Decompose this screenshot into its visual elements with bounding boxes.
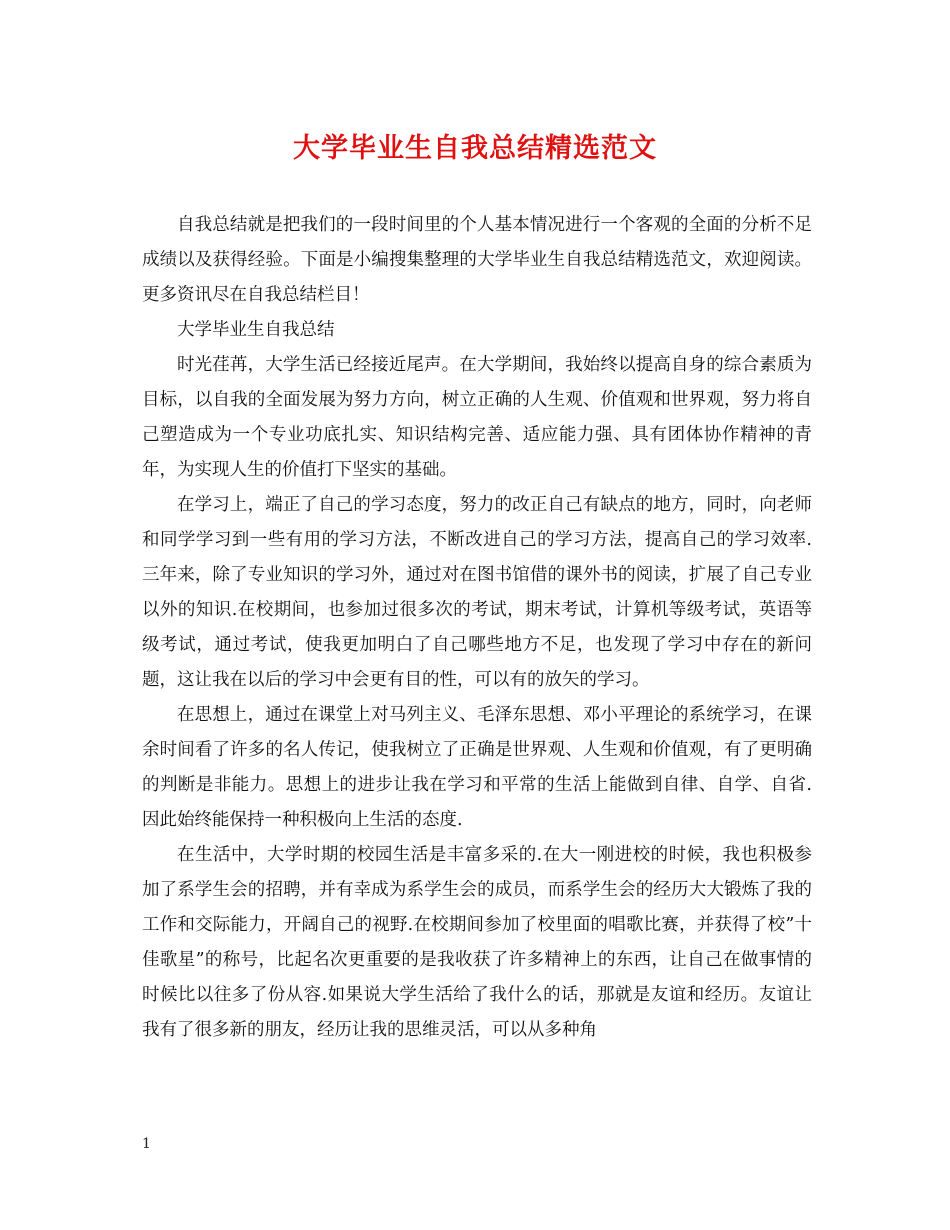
body-paragraph: 在学习上，端正了自己的学习态度，努力的改正自己有缺点的地方，同时，向老师和同学学习到一些有用的学习方法，不断改进自己的学习方法，提高自己的学习效率.三年来，除了专业知识的学习外，通过对在图书馆借的课外书的阅读，扩展了自己专业以外的知识.在校期间，也参加过很多次的考试，期末考试，计算机等级考试，英语等级考试，通过考试，使我更加明白了自己哪些地方不足，也发现了学习中存在的新问题，这让我在以后的学习中会更有目的性，可以有的放矢的学习。 <box>142 495 812 690</box>
section-heading: 大学毕业生自我总结 <box>177 320 335 340</box>
page-number: 1 <box>142 1136 151 1152</box>
body-paragraph: 在生活中，大学时期的校园生活是丰富多采的.在大一刚进校的时候，我也积极参加了系学生会的招聘，并有幸成为系学生会的成员，而系学生会的经历大大锻炼了我的工作和交际能力，开阔自己的视野.在校期间参加了校里面的唱歌比赛，并获得了校”十佳歌星”的称号，比起名次更重要的是我收获了许多精神上的东西，让自己在做事情的时候比以往多了份从容.如果说大学生活给了我什么的话，那就是友谊和经历。友谊让我有了很多新的朋友，经历让我的思维灵活，可以从多种角 <box>142 845 812 1040</box>
document-title: 大学毕业生自我总结精选范文 <box>293 133 657 164</box>
body-paragraph: 时光荏苒，大学生活已经接近尾声。在大学期间，我始终以提高自身的综合素质为目标，以自我的全面发展为努力方向，树立正确的人生观、价值观和世界观，努力将自己塑造成为一个专业功底扎实、知识结构完善、适应能力强、具有团体协作精神的青年，为实现人生的价值打下坚实的基础。 <box>142 355 812 480</box>
document-body <box>142 208 812 1048</box>
body-paragraph: 在思想上，通过在课堂上对马列主义、毛泽东思想、邓小平理论的系统学习，在课余时间看了许多的名人传记，使我树立了正确是世界观、人生观和价值观，有了更明确的判断是非能力。思想上的进步让我在学习和平常的生活上能做到自律、自学、自省.因此始终能保持一种积极向上生活的态度. <box>142 705 812 830</box>
intro-paragraph: 自我总结就是把我们的一段时间里的个人基本情况进行一个客观的全面的分析不足成绩以及获得经验。下面是小编搜集整理的大学毕业生自我总结精选范文，欢迎阅读。更多资讯尽在自我总结栏目！ <box>142 215 812 305</box>
